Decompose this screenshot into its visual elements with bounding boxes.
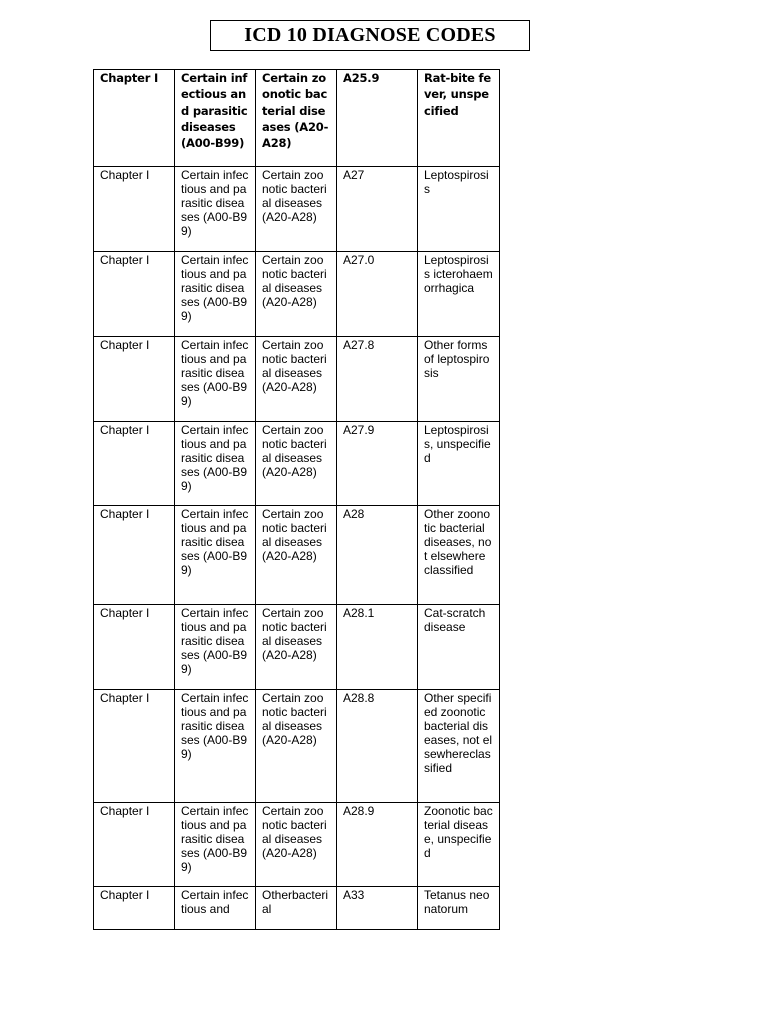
code-cell: A28.9	[337, 803, 418, 887]
code-cell: A28	[337, 506, 418, 605]
table-row	[94, 422, 500, 506]
table-row	[94, 167, 500, 252]
group-cell: Certain zoonotic bacterial diseases (A20-A28)	[256, 506, 337, 605]
group-cell: Certain zoonotic bacterial diseases (A20-A28)	[256, 252, 337, 337]
block-cell: Certain infectious and parasitic diseases (A00-B99)	[175, 252, 256, 337]
code-cell: A25.9	[337, 70, 418, 167]
block-cell: Certain infectious and parasitic diseases (A00-B99)	[175, 506, 256, 605]
block-cell: Certain infectious and parasitic diseases (A00-B99)	[175, 167, 256, 252]
code-cell: A27.0	[337, 252, 418, 337]
document-title: ICD 10 DIAGNOSE CODES	[210, 20, 530, 51]
chapter-cell: Chapter I	[94, 887, 175, 930]
chapter-cell: Chapter I	[94, 605, 175, 690]
code-cell: A28.8	[337, 690, 418, 803]
table-row	[94, 605, 500, 690]
chapter-cell: Chapter I	[94, 803, 175, 887]
group-cell: Certain zoonotic bacterial diseases (A20-A28)	[256, 803, 337, 887]
chapter-cell: Chapter I	[94, 167, 175, 252]
group-cell: Certain zoonotic bacterial diseases (A20-A28)	[256, 167, 337, 252]
group-cell: Otherbacterial	[256, 887, 337, 930]
description-cell: Other forms of leptospirosis	[418, 337, 500, 422]
group-cell: Certain zoonotic bacterial diseases (A20-A28)	[256, 422, 337, 506]
description-cell: Cat-scratch disease	[418, 605, 500, 690]
chapter-cell: Chapter I	[94, 690, 175, 803]
table-row	[94, 803, 500, 887]
description-cell: Other specified zoonotic bacterial diseases, not elsewhereclassified	[418, 690, 500, 803]
group-cell: Certain zoonotic bacterial diseases (A20-A28)	[256, 70, 337, 167]
block-cell: Certain infectious and parasitic diseases (A00-B99)	[175, 690, 256, 803]
code-cell: A27.8	[337, 337, 418, 422]
chapter-cell: Chapter I	[94, 506, 175, 605]
group-cell: Certain zoonotic bacterial diseases (A20-A28)	[256, 605, 337, 690]
description-cell: Other zoonotic bacterial diseases, not elsewhere classified	[418, 506, 500, 605]
chapter-cell: Chapter I	[94, 337, 175, 422]
chapter-cell: Chapter I	[94, 252, 175, 337]
description-cell: Leptospirosis	[418, 167, 500, 252]
block-cell: Certain infectious and parasitic diseases (A00-B99)	[175, 422, 256, 506]
block-cell: Certain infectious and parasitic diseases (A00-B99)	[175, 605, 256, 690]
code-cell: A27	[337, 167, 418, 252]
description-cell: Zoonotic bacterial disease, unspecified	[418, 803, 500, 887]
code-cell: A28.1	[337, 605, 418, 690]
block-cell: Certain infectious and parasitic diseases (A00-B99)	[175, 70, 256, 167]
code-cell: A27.9	[337, 422, 418, 506]
chapter-cell: Chapter I	[94, 70, 175, 167]
table-header-row	[94, 70, 500, 167]
description-cell: Leptospirosis icterohaemorrhagica	[418, 252, 500, 337]
chapter-cell: Chapter I	[94, 422, 175, 506]
icd-codes-table	[93, 69, 500, 930]
table-row	[94, 252, 500, 337]
group-cell: Certain zoonotic bacterial diseases (A20-A28)	[256, 337, 337, 422]
description-cell: Rat-bite fever, unspecified	[418, 70, 500, 167]
table-row	[94, 337, 500, 422]
table-row	[94, 690, 500, 803]
group-cell: Certain zoonotic bacterial diseases (A20-A28)	[256, 690, 337, 803]
code-cell: A33	[337, 887, 418, 930]
block-cell: Certain infectious and parasitic diseases (A00-B99)	[175, 803, 256, 887]
description-cell: Tetanus neonatorum	[418, 887, 500, 930]
table-row	[94, 506, 500, 605]
description-cell: Leptospirosis, unspecified	[418, 422, 500, 506]
table-row	[94, 887, 500, 930]
block-cell: Certain infectious and parasitic diseases (A00-B99)	[175, 337, 256, 422]
block-cell: Certain infectious and	[175, 887, 256, 930]
